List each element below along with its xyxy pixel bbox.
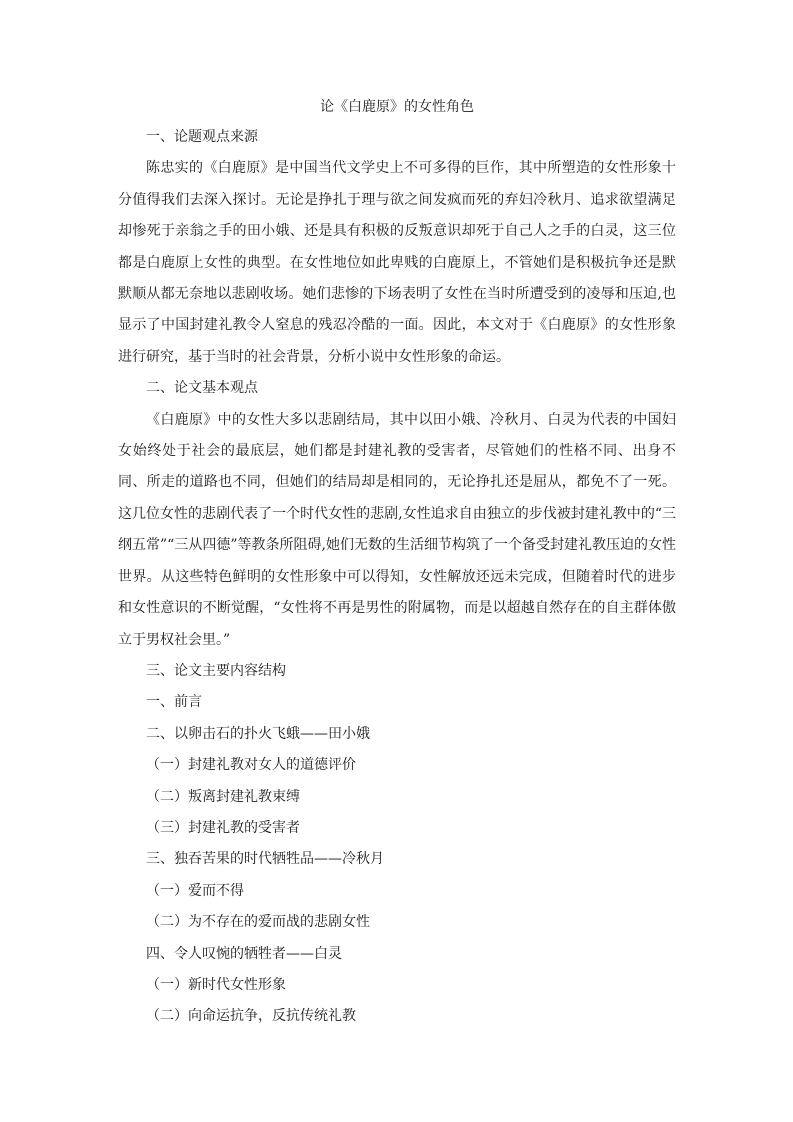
section-heading-content-structure: 三、论文主要内容结构 xyxy=(146,662,286,679)
outline-item: （二）为不存在的爱而战的悲剧女性 xyxy=(146,914,370,931)
outline-item: （二）向命运抗争，反抗传统礼教 xyxy=(146,1008,356,1025)
paragraph-topic-source: 陈忠实的《白鹿原》是中国当代文学史上不可多得的巨作，其中所塑造的女性形象十分值得我们去深入探讨。无论是挣扎于理与欲之间发疯而死的弃妇冷秋月、追求欲望满足却惨死于亲翁之手的田小娥、还是具有积极的反叛意识却死于自己人之手的白灵，这三位都是白鹿原上女性的典型。在女性地位如此卑贱的白鹿原上，不管她们是积极抗争还是默默顺从都无奈地以悲剧收场。她们悲惨的下场表明了女性在当时所遭受到的凌辱和压迫,也显示了中国封建礼教令人窒息的残忍冷酷的一面。因此，本文对于《白鹿原》的女性形象进行研究，基于当时的社会背景，分析小说中女性形象的命运。 xyxy=(118,160,676,365)
outline-item: （一）爱而不得 xyxy=(146,882,244,899)
document-body xyxy=(118,96,676,1033)
outline-item: 二、以卵击石的扑火飞蛾——田小娥 xyxy=(146,725,370,742)
outline-item: 四、令人叹惋的牺牲者——白灵 xyxy=(146,945,342,962)
outline-item: （二）叛离封建礼教束缚 xyxy=(146,788,300,805)
outline-list xyxy=(118,687,676,1032)
outline-item: （三）封建礼教的受害者 xyxy=(146,819,300,836)
section-heading-topic-source: 一、论题观点来源 xyxy=(146,129,258,145)
outline-item: 三、独吞苦果的时代牺牲品——冷秋月 xyxy=(146,851,384,868)
document-title: 论《白鹿原》的女性角色 xyxy=(320,99,474,115)
outline-item: （一）新时代女性形象 xyxy=(146,976,286,993)
outline-item: 一、前言 xyxy=(146,694,202,711)
section-heading-basic-viewpoint: 二、论文基本观点 xyxy=(146,380,258,397)
outline-item: （一）封建礼教对女人的道德评价 xyxy=(146,757,356,774)
paragraph-basic-viewpoint: 《白鹿原》中的女性大多以悲剧结局，其中以田小娥、冷秋月、白灵为代表的中国妇女始终处于社会的最底层，她们都是封建礼教的受害者，尽管她们的性格不同、出身不同、所走的道路也不同，但她们的结局却是相同的，无论挣扎还是屈从，都免不了一死。这几位女性的悲剧代表了一个时代女性的悲剧,女性追求自由独立的步伐被封建礼教中的“三纲五常”“三从四德”等教条所阻碍,她们无数的生活细节构筑了一个备受封建礼教压迫的女性世界。从这些特色鲜明的女性形象中可以得知，女性解放还远未完成，但随着时代的进步和女性意识的不断觉醒，“女性将不再是男性的附属物，而是以超越自然存在的自主群体傲立于男权社会里。” xyxy=(118,411,676,648)
